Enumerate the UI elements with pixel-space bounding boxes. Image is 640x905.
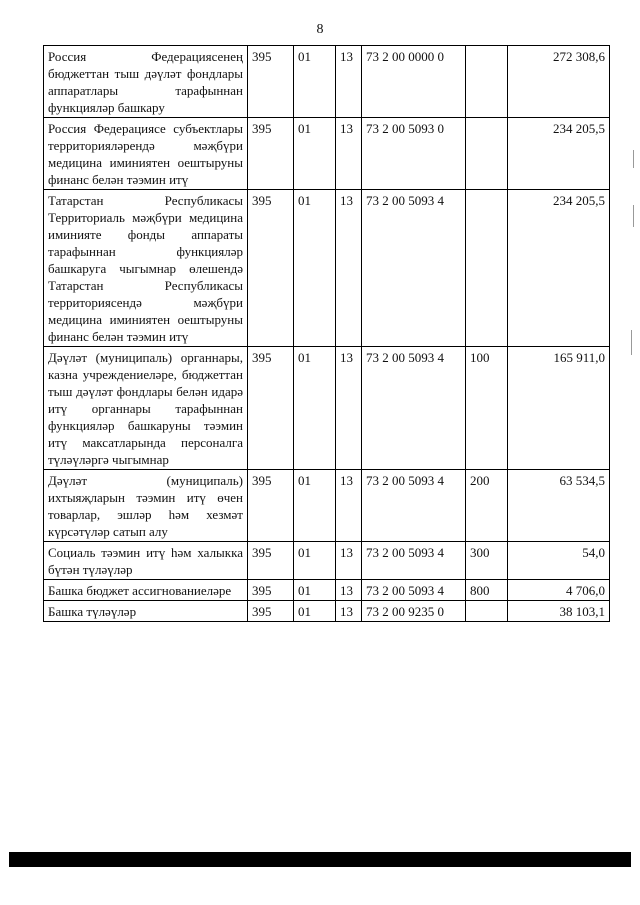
ministry-code: 395 — [248, 601, 294, 622]
row-name: Башка бюджет ассигнованиеләре — [44, 580, 248, 601]
amount: 234 205,5 — [508, 118, 610, 190]
subsection-code: 13 — [336, 46, 362, 118]
ministry-code: 395 — [248, 347, 294, 470]
table-row — [44, 190, 610, 347]
row-name: Башка түләүләр — [44, 601, 248, 622]
target-article-code: 73 2 00 5093 4 — [362, 190, 466, 347]
target-article-code: 73 2 00 5093 4 — [362, 470, 466, 542]
scan-bottom-bar — [9, 852, 631, 867]
subsection-code: 13 — [336, 542, 362, 580]
table-row — [44, 580, 610, 601]
expense-type-code — [466, 118, 508, 190]
table-row — [44, 46, 610, 118]
subsection-code: 13 — [336, 580, 362, 601]
amount: 54,0 — [508, 542, 610, 580]
expense-type-code — [466, 601, 508, 622]
amount: 165 911,0 — [508, 347, 610, 470]
target-article-code: 73 2 00 5093 4 — [362, 542, 466, 580]
expense-type-code — [466, 46, 508, 118]
section-code: 01 — [294, 601, 336, 622]
table-row — [44, 470, 610, 542]
expense-type-code: 300 — [466, 542, 508, 580]
section-code: 01 — [294, 580, 336, 601]
scan-mark — [633, 150, 634, 168]
row-name: Россия Федерациясе субъектлары территорияләрендә мәҗбүри медицина иминиятен оештыруны финанс белән тәэмин итү — [44, 118, 248, 190]
target-article-code: 73 2 00 5093 4 — [362, 347, 466, 470]
subsection-code: 13 — [336, 118, 362, 190]
budget-table — [43, 45, 610, 622]
subsection-code: 13 — [336, 190, 362, 347]
amount: 38 103,1 — [508, 601, 610, 622]
page-number: 8 — [316, 22, 324, 37]
row-name: Социаль тәэмин итү һәм халыкка бүтән түләүләр — [44, 542, 248, 580]
table-row — [44, 118, 610, 190]
scan-mark — [631, 330, 632, 355]
target-article-code: 73 2 00 9235 0 — [362, 601, 466, 622]
section-code: 01 — [294, 347, 336, 470]
ministry-code: 395 — [248, 580, 294, 601]
row-name: Россия Федерациясенең бюджеттан тыш дәүләт фондлары аппаратлары тарафыннан функцияләр башкару — [44, 46, 248, 118]
section-code: 01 — [294, 542, 336, 580]
target-article-code: 73 2 00 5093 4 — [362, 580, 466, 601]
ministry-code: 395 — [248, 470, 294, 542]
target-article-code: 73 2 00 0000 0 — [362, 46, 466, 118]
ministry-code: 395 — [248, 46, 294, 118]
section-code: 01 — [294, 470, 336, 542]
target-article-code: 73 2 00 5093 0 — [362, 118, 466, 190]
section-code: 01 — [294, 46, 336, 118]
expense-type-code: 800 — [466, 580, 508, 601]
row-name: Татарстан Республикасы Территориаль мәҗбүри медицина иминияте фонды аппараты тарафыннан функцияләр башкаруга чыгымнар өлешендә Татарстан Республикасы территориясендә мәҗбүри медицина иминиятен оештыруны финанс белән тәэмин итү — [44, 190, 248, 347]
section-code: 01 — [294, 118, 336, 190]
section-code: 01 — [294, 190, 336, 347]
expense-type-code: 100 — [466, 347, 508, 470]
amount: 272 308,6 — [508, 46, 610, 118]
subsection-code: 13 — [336, 347, 362, 470]
row-name: Дәүләт (муниципаль) ихтыяҗларын тәэмин итү өчен товарлар, эшләр һәм хезмәт күрсәтүләр сатып алу — [44, 470, 248, 542]
table-row — [44, 347, 610, 470]
amount: 4 706,0 — [508, 580, 610, 601]
expense-type-code: 200 — [466, 470, 508, 542]
subsection-code: 13 — [336, 470, 362, 542]
expense-type-code — [466, 190, 508, 347]
ministry-code: 395 — [248, 190, 294, 347]
ministry-code: 395 — [248, 542, 294, 580]
subsection-code: 13 — [336, 601, 362, 622]
scan-mark — [633, 205, 634, 227]
amount: 234 205,5 — [508, 190, 610, 347]
ministry-code: 395 — [248, 118, 294, 190]
row-name: Дәүләт (муниципаль) органнары, казна учреждениеләре, бюджеттан тыш дәүләт фондлары белән идарә итү органнары тарафыннан функцияләр башкаруны тәэмин итү максатларында персоналга түләүләргә чыгымнар — [44, 347, 248, 470]
table-row — [44, 601, 610, 622]
amount: 63 534,5 — [508, 470, 610, 542]
table-row — [44, 542, 610, 580]
